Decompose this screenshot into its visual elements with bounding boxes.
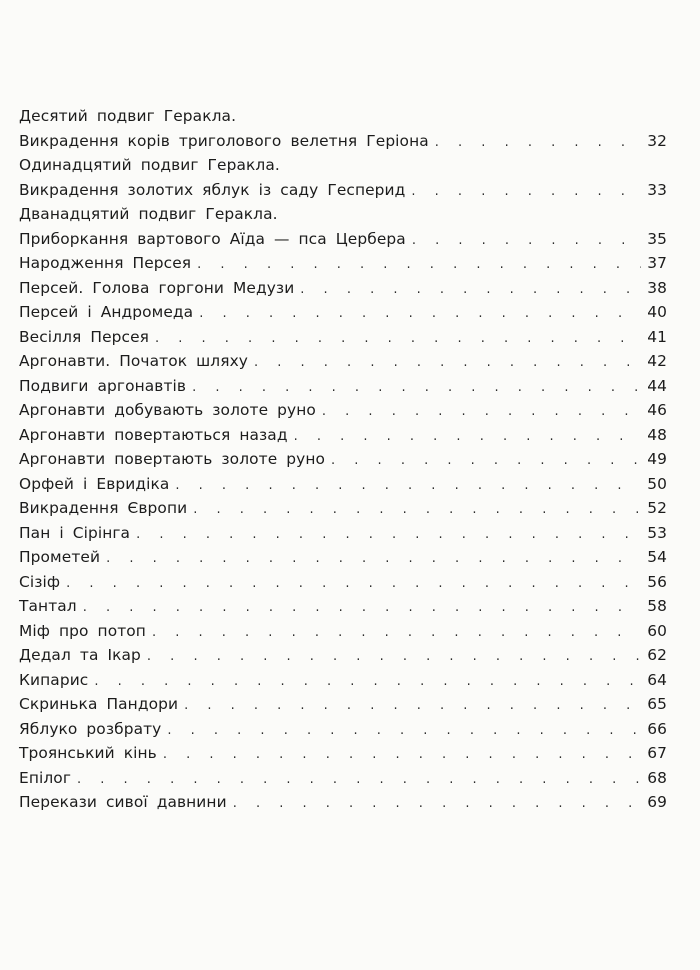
toc-entry <box>19 202 667 227</box>
dot-leader <box>167 719 641 744</box>
toc-entry <box>19 496 667 521</box>
toc-entry-page-number: 58 <box>647 597 667 615</box>
toc-entry-page-number: 49 <box>647 450 667 468</box>
dot-leader <box>435 131 641 156</box>
toc-entry <box>19 374 667 399</box>
toc-entry-title: Викрадення корів триголового велетня Геріона <box>19 131 429 150</box>
toc-entry-page-number: 62 <box>647 646 667 664</box>
toc-entry <box>19 766 667 791</box>
dot-leader <box>233 792 641 817</box>
dot-leader <box>192 376 641 401</box>
table-of-contents <box>19 104 667 815</box>
toc-entry <box>19 129 667 154</box>
toc-entry-page-number: 44 <box>647 376 667 395</box>
toc-entry <box>19 570 667 595</box>
toc-entry <box>19 349 667 374</box>
dot-leader <box>322 400 641 425</box>
toc-entry <box>19 104 667 129</box>
toc-entry-title: Приборкання вартового Аїда — пса Цербера <box>19 229 406 248</box>
toc-entry-page-number: 38 <box>647 278 667 297</box>
toc-entry-title: Аргонавти добувають золоте руно <box>19 401 316 419</box>
dot-leader <box>77 768 641 793</box>
dot-leader <box>147 645 641 670</box>
toc-entry-title: Аргонавти. Початок шляху <box>19 352 248 370</box>
dot-leader <box>199 302 641 327</box>
toc-entry-title: Пан і Сірінга <box>19 523 131 542</box>
dot-leader <box>152 621 641 646</box>
dot-leader <box>411 180 641 205</box>
toc-entry <box>19 251 667 276</box>
toc-entry-title: Аргонавти повертають золоте руно <box>19 450 326 468</box>
toc-entry-title: Перекази сивої давнини <box>19 793 227 811</box>
toc-entry <box>19 276 667 301</box>
toc-entry <box>19 227 667 252</box>
toc-entry <box>19 545 667 570</box>
toc-entry <box>19 790 667 815</box>
toc-entry-page-number: 46 <box>647 401 667 419</box>
toc-entry-title: Міф про потоп <box>19 621 146 640</box>
dot-leader <box>294 425 641 450</box>
dot-leader <box>106 547 641 572</box>
toc-entry-page-number: 40 <box>647 303 667 321</box>
toc-entry <box>19 741 667 766</box>
toc-entry-page-number: 54 <box>647 548 667 566</box>
toc-entry-page-number: 48 <box>647 425 667 444</box>
dot-leader <box>184 694 641 719</box>
toc-entry-page-number: 32 <box>647 131 667 150</box>
toc-entry-title: Подвиги аргонавтів <box>19 376 187 395</box>
toc-entry-page-number: 69 <box>647 793 667 811</box>
dot-leader <box>83 596 641 621</box>
toc-entry-title: Весілля Персея <box>19 327 149 346</box>
toc-entry-page-number: 67 <box>647 744 667 762</box>
toc-entry <box>19 692 667 717</box>
toc-entry <box>19 668 667 693</box>
toc-entry-page-number: 41 <box>647 327 667 346</box>
toc-entry <box>19 300 667 325</box>
toc-entry <box>19 619 667 644</box>
dot-leader <box>163 743 641 768</box>
toc-entry-page-number: 68 <box>647 768 667 787</box>
toc-entry-title: Сізіф <box>19 572 61 591</box>
toc-entry-page-number: 60 <box>647 621 667 640</box>
toc-entry <box>19 643 667 668</box>
toc-entry-title: Епілог <box>19 768 72 787</box>
toc-entry-title: Викрадення Європи <box>19 499 188 517</box>
toc-entry-title: Дванадцятий подвиг Геракла. <box>19 205 278 223</box>
toc-entry-page-number: 50 <box>647 474 667 493</box>
toc-entry-page-number: 56 <box>647 572 667 591</box>
toc-entry-title: Персей і Андромеда <box>19 303 194 321</box>
dot-leader <box>175 474 641 499</box>
toc-entry-title: Орфей і Евридіка <box>19 474 170 493</box>
toc-entry-title: Викрадення золотих яблук із саду Гесперид <box>19 180 406 199</box>
toc-entry-page-number: 65 <box>647 695 667 713</box>
toc-entry-page-number: 37 <box>647 254 667 272</box>
toc-entry <box>19 594 667 619</box>
toc-entry-page-number: 66 <box>647 719 667 738</box>
dot-leader <box>331 449 641 474</box>
toc-entry <box>19 178 667 203</box>
toc-entry-title: Персей. Голова горгони Медузи <box>19 278 295 297</box>
toc-entry-title: Кипарис <box>19 670 89 689</box>
toc-entry <box>19 423 667 448</box>
dot-leader <box>197 253 641 278</box>
dot-leader <box>136 523 641 548</box>
toc-entry-title: Яблуко розбрату <box>19 719 162 738</box>
toc-entry <box>19 153 667 178</box>
toc-entry <box>19 717 667 742</box>
toc-entry-page-number: 33 <box>647 180 667 199</box>
toc-entry-page-number: 35 <box>647 229 667 248</box>
toc-entry-page-number: 53 <box>647 523 667 542</box>
toc-entry-title: Прометей <box>19 548 101 566</box>
toc-entry-title: Народження Персея <box>19 254 192 272</box>
toc-entry-title: Десятий подвиг Геракла. <box>19 107 237 125</box>
dot-leader <box>66 572 641 597</box>
toc-entry <box>19 447 667 472</box>
dot-leader <box>254 351 641 376</box>
toc-entry <box>19 521 667 546</box>
toc-entry-page-number: 42 <box>647 352 667 370</box>
toc-entry-title: Троянський кінь <box>19 744 157 762</box>
dot-leader <box>412 229 641 254</box>
dot-leader <box>193 498 641 523</box>
toc-entry-title: Одинадцятий подвиг Геракла. <box>19 156 280 174</box>
dot-leader <box>300 278 641 303</box>
toc-entry <box>19 472 667 497</box>
toc-entry-title: Тантал <box>19 597 77 615</box>
toc-entry-title: Дедал та Ікар <box>19 646 141 664</box>
toc-entry <box>19 398 667 423</box>
dot-leader <box>94 670 641 695</box>
toc-entry-page-number: 52 <box>647 499 667 517</box>
toc-entry-page-number: 64 <box>647 670 667 689</box>
toc-entry-title: Скринька Пандори <box>19 695 179 713</box>
dot-leader <box>155 327 641 352</box>
toc-entry-title: Аргонавти повертаються назад <box>19 425 288 444</box>
toc-entry <box>19 325 667 350</box>
